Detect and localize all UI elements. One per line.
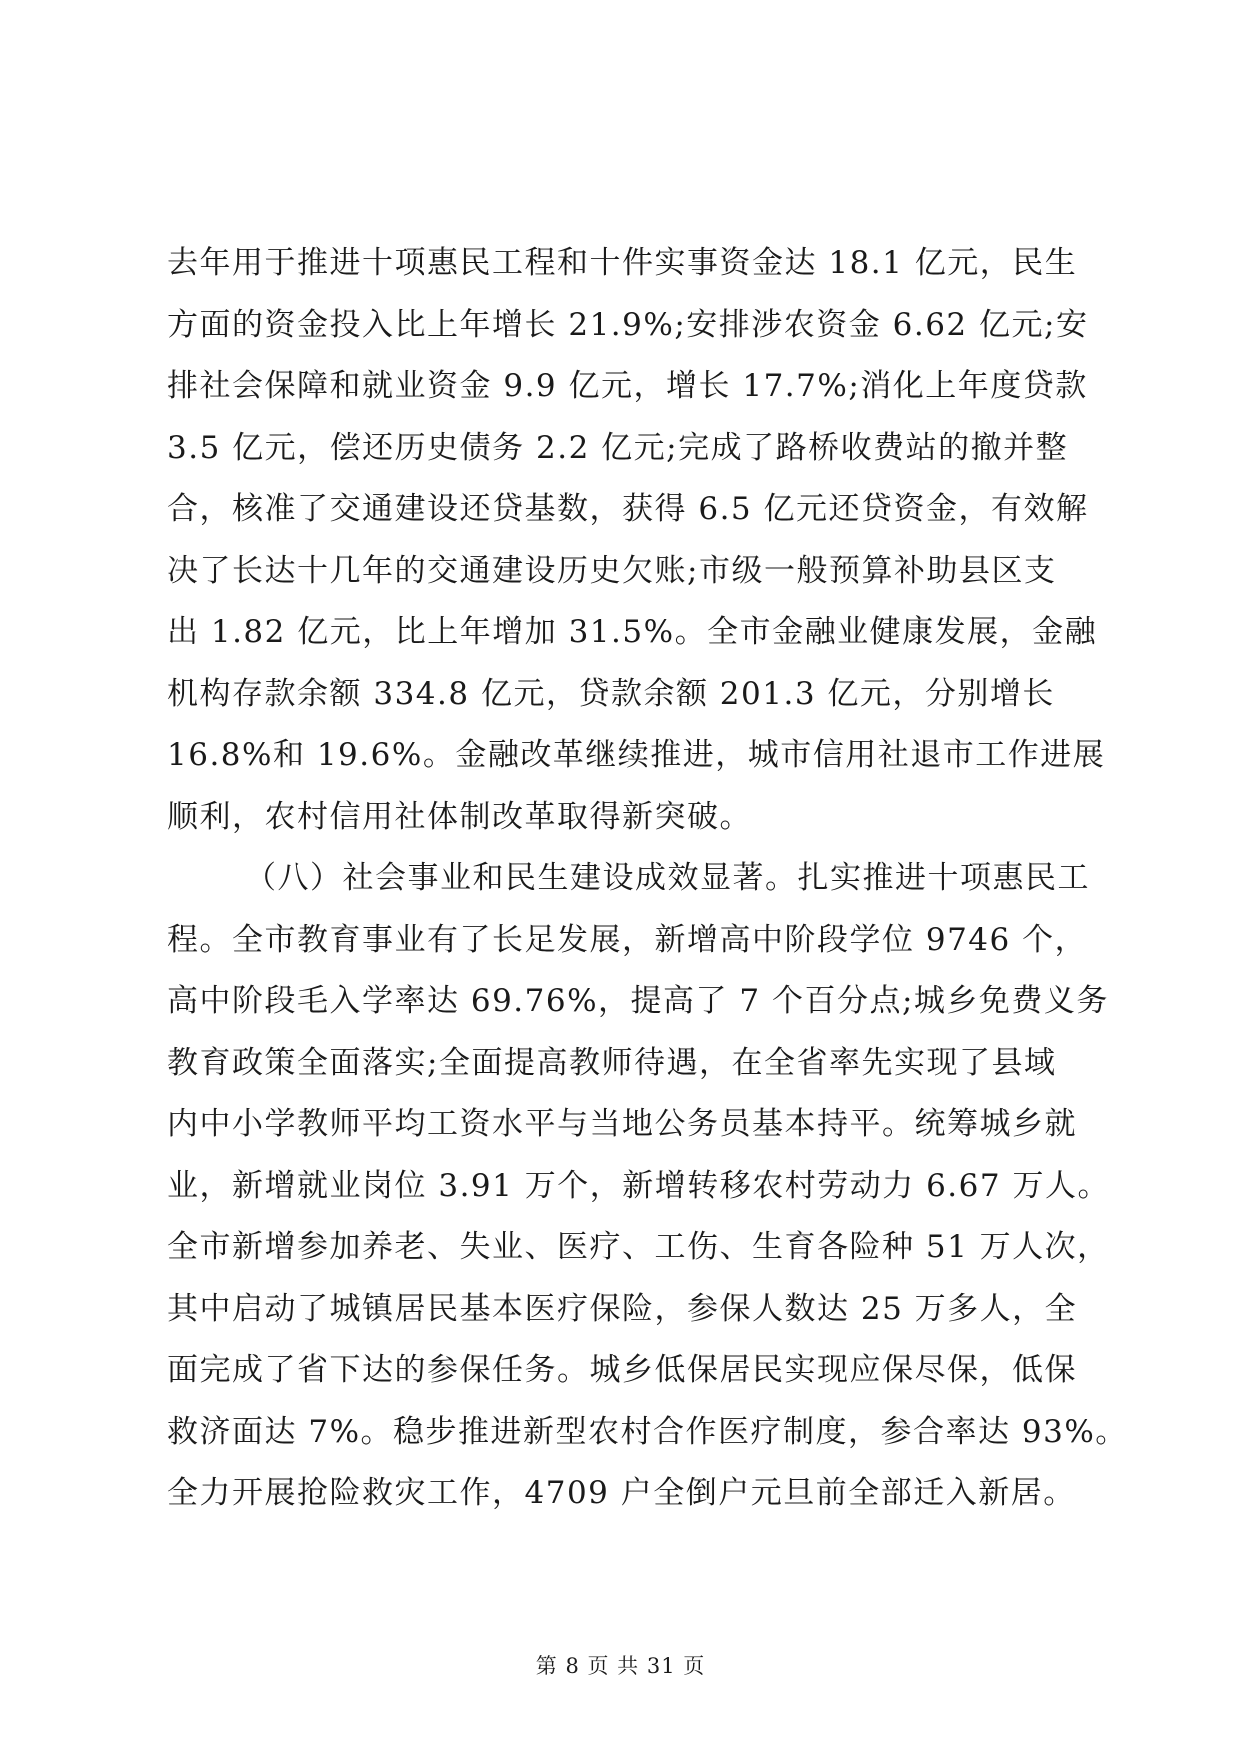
text-line: 合，核准了交通建设还贷基数，获得 6.5 亿元还贷资金，有效解 [167, 491, 1089, 527]
document-body [167, 233, 1128, 1525]
text-line: 程。全市教育事业有了长足发展，新增高中阶段学位 9746 个， [167, 921, 1088, 958]
text-line: 面完成了省下达的参保任务。城乡低保居民实现应保尽保，低保 [167, 1352, 1077, 1388]
text-line: 出 1.82 亿元，比上年增加 31.5%。全市金融业健康发展，金融 [167, 614, 1098, 650]
text-line: 救济面达 7%。稳步推进新型农村合作医疗制度，参合率达 93%。 [167, 1413, 1128, 1450]
text-line: 16.8%和 19.6%。金融改革继续推进，城市信用社退市工作进展 [167, 737, 1106, 773]
text-line: 其中启动了城镇居民基本医疗保险，参保人数达 25 万多人，全 [167, 1290, 1078, 1327]
text-line: 方面的资金投入比上年增长 21.9%;安排涉农资金 6.62 亿元;安 [167, 306, 1089, 343]
text-line: 去年用于推进十项惠民工程和十件实事资金达 18.1 亿元，民生 [167, 245, 1078, 281]
text-line: 决了长达十几年的交通建设历史欠账;市级一般预算补助县区支 [167, 552, 1057, 589]
paragraph-1 [167, 233, 1106, 848]
text-line: 3.5 亿元，偿还历史债务 2.2 亿元;完成了路桥收费站的撤并整 [167, 429, 1069, 466]
text-line: 机构存款余额 334.8 亿元，贷款余额 201.3 亿元，分别增长 [167, 675, 1055, 712]
text-line: 排社会保障和就业资金 9.9 亿元，增长 17.7%;消化上年度贷款 [167, 368, 1088, 404]
section-heading-line: （八）社会事业和民生建设成效显著。扎实推进十项惠民工 [245, 860, 1090, 896]
page-number: 第 8 页 共 31 页 [535, 1654, 706, 1678]
paragraph-2 [167, 848, 1128, 1525]
text-line: 全力开展抢险救灾工作，4709 户全倒户元旦前全部迁入新居。 [167, 1475, 1076, 1511]
text-line: 高中阶段毛入学率达 69.76%，提高了 7 个百分点;城乡免费义务 [167, 983, 1109, 1019]
text-line: 教育政策全面落实;全面提高教师待遇，在全省率先实现了县域 [167, 1044, 1057, 1081]
text-line: 内中小学教师平均工资水平与当地公务员基本持平。统筹城乡就 [167, 1106, 1077, 1142]
text-line: 全市新增参加养老、失业、医疗、工伤、生育各险种 51 万人次， [167, 1229, 1110, 1265]
text-line: 顺利，农村信用社体制改革取得新突破。 [167, 798, 752, 835]
text-line: 业，新增就业岗位 3.91 万个，新增转移农村劳动力 6.67 万人。 [167, 1167, 1110, 1204]
page-footer [0, 1650, 1241, 1680]
